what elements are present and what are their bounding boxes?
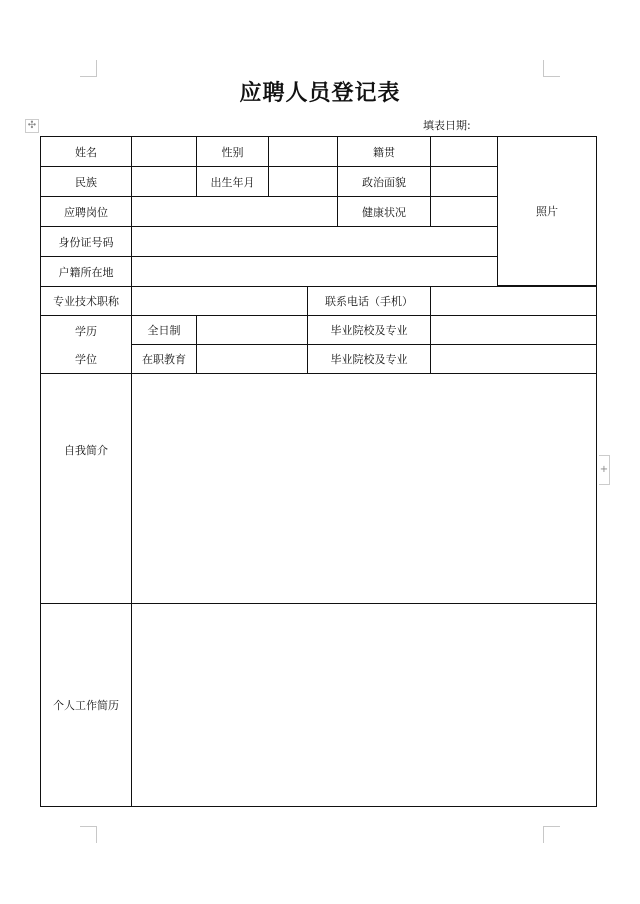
intro-label: 自我简介 bbox=[40, 373, 132, 604]
work-history-label: 个人工作简历 bbox=[40, 603, 132, 807]
phone-label: 联系电话（手机） bbox=[307, 286, 431, 316]
school-major-field-1[interactable] bbox=[430, 315, 597, 345]
school-major-label-1: 毕业院校及专业 bbox=[307, 315, 431, 345]
id-field[interactable] bbox=[131, 226, 498, 257]
school-major-field-2[interactable] bbox=[430, 344, 597, 374]
intro-field[interactable] bbox=[131, 373, 597, 604]
political-field[interactable] bbox=[430, 166, 498, 197]
margin-corner-bottom-right bbox=[543, 826, 560, 843]
school-major-label-2: 毕业院校及专业 bbox=[307, 344, 431, 374]
phone-field[interactable] bbox=[430, 286, 597, 316]
margin-corner-bottom-left bbox=[80, 826, 97, 843]
education-label: 学历 bbox=[40, 315, 132, 345]
name-field[interactable] bbox=[131, 136, 197, 167]
health-field[interactable] bbox=[430, 196, 498, 227]
photo-cell[interactable]: 照片 bbox=[497, 136, 597, 286]
position-field[interactable] bbox=[131, 196, 338, 227]
degree-label: 学位 bbox=[40, 344, 132, 374]
table-move-handle-icon[interactable]: ✣ bbox=[25, 119, 39, 133]
gender-field[interactable] bbox=[268, 136, 338, 167]
fulltime-label: 全日制 bbox=[131, 315, 197, 345]
work-history-field[interactable] bbox=[131, 603, 597, 807]
hukou-field[interactable] bbox=[131, 256, 498, 287]
political-label: 政治面貌 bbox=[337, 166, 431, 197]
native-place-label: 籍贯 bbox=[337, 136, 431, 167]
margin-corner-top-left bbox=[80, 60, 97, 77]
parttime-label: 在职教育 bbox=[131, 344, 197, 374]
native-place-field[interactable] bbox=[430, 136, 498, 167]
fill-date-label: 填表日期: bbox=[423, 119, 471, 132]
title-label: 专业技术职称 bbox=[40, 286, 132, 316]
id-label: 身份证号码 bbox=[40, 226, 132, 257]
gender-label: 性别 bbox=[196, 136, 269, 167]
ethnicity-field[interactable] bbox=[131, 166, 197, 197]
document-title: 应聘人员登记表 bbox=[239, 80, 401, 106]
hukou-label: 户籍所在地 bbox=[40, 256, 132, 287]
ethnicity-label: 民族 bbox=[40, 166, 132, 197]
parttime-field[interactable] bbox=[196, 344, 308, 374]
add-column-icon[interactable]: + bbox=[599, 455, 610, 485]
name-label: 姓名 bbox=[40, 136, 132, 167]
position-label: 应聘岗位 bbox=[40, 196, 132, 227]
birth-label: 出生年月 bbox=[196, 166, 269, 197]
title-field[interactable] bbox=[131, 286, 308, 316]
birth-field[interactable] bbox=[268, 166, 338, 197]
health-label: 健康状况 bbox=[337, 196, 431, 227]
margin-corner-top-right bbox=[543, 60, 560, 77]
fulltime-field[interactable] bbox=[196, 315, 308, 345]
